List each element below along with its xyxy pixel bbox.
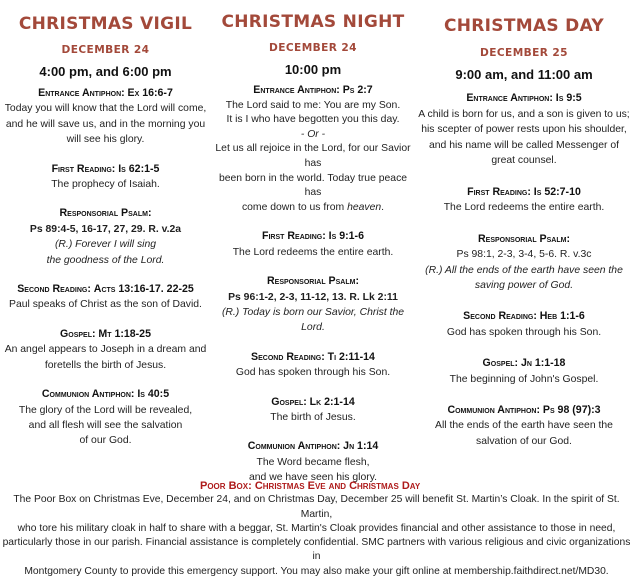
entrance-antiphon: Entrance Antiphon: Is 9:5 A child is born for us, and a son is given to us; his scepter of power rests upon his shoulder, and his name will be called Messenger of great counsel.: [418, 92, 630, 167]
or-separator: - Or -: [300, 128, 326, 140]
mass-times: 9:00 am, and 11:00 am: [455, 67, 593, 82]
entrance-antiphon: Entrance Antiphon: Ex 16:6-7 Today you will know that the Lord will come, and he will save us, and in the morning you will see his glory.: [4, 87, 207, 146]
gospel: Gospel: Mt 1:18-25 An angel appears to Joseph in a dream and foretells the birth of Jesus.: [4, 327, 207, 371]
communion-antiphon: Communion Antiphon: Jn 1:14 The Word became flesh, and we have seen his glory.: [247, 440, 379, 484]
gospel: Gospel: Jn 1:1-18 The beginning of John's Gospel.: [449, 357, 599, 385]
responsorial-psalm: Responsorial Psalm: Ps 96:1-2, 2-3, 11-12, 13. R. Lk 2:11 (R.) Today is born our Savior, Christ the Lord.: [221, 275, 405, 334]
column-date: DECEMBER 24: [61, 44, 150, 56]
first-reading: First Reading: Is 9:1-6 The Lord redeems the entire earth.: [232, 230, 394, 258]
column-christmas-day: [415, 0, 633, 449]
column-title: CHRISTMAS DAY: [443, 16, 605, 36]
communion-antiphon: Communion Antiphon: Ps 98 (97):3 All the ends of the earth have seen the salvation of our God.: [435, 404, 613, 447]
first-reading: First Reading: Is 62:1-5 The prophecy of Isaiah.: [51, 162, 160, 191]
mass-times: 4:00 pm, and 6:00 pm: [39, 64, 172, 79]
responsorial-psalm: Responsorial Psalm: Ps 89:4-5, 16-17, 27, 29. R. v.2a (R.) Forever I will sing the goodness of the Lord.: [29, 207, 182, 266]
column-date: DECEMBER 24: [269, 42, 357, 54]
communion-antiphon: Communion Antiphon: Is 40:5 The glory of the Lord will be revealed, and all flesh will see the salvation of our God.: [18, 388, 193, 447]
column-christmas-night: [211, 0, 415, 486]
responsorial-psalm: Responsorial Psalm: Ps 98:1, 2-3, 3-4, 5-6. R. v.3c (R.) All the ends of the earth have seen the saving power of God.: [425, 232, 623, 291]
second-reading: Second Reading: Acts 13:16-17. 22-25 Paul speaks of Christ as the son of David.: [9, 283, 202, 311]
second-reading: Second Reading: Heb 1:1-6 God has spoken through his Son.: [446, 310, 602, 338]
column-title: CHRISTMAS NIGHT: [221, 12, 405, 32]
first-reading: First Reading: Is 52:7-10 The Lord redeems the entire earth.: [443, 185, 605, 214]
poor-box-title: Poor Box: Christmas Eve and Christmas Day: [200, 480, 421, 492]
column-christmas-vigil: [0, 0, 211, 449]
second-reading: Second Reading: Ti 2:11-14 God has spoken through his Son.: [235, 350, 391, 379]
entrance-antiphon: Entrance Antiphon: Ps 2:7 The Lord said to me: You are my Son. It is I who have begotten you this day. - Or - Let us all rejoice in the Lord, for our Savior has been born in the world. Today true peace has come down to us from heaven.: [211, 83, 415, 215]
gospel: Gospel: Lk 2:1-14 The birth of Jesus.: [270, 395, 356, 423]
poor-box-notice: Poor Box: Christmas Eve and Christmas Day The Poor Box on Christmas Eve, December 24, and on Christmas Day, December 25 will benefit St. Martin’s Cloak. In the spirit of St. Martin, who tore his military cloak in half to share with a beggar, St. Martin's Cloak provides financial and other assistance to those in need, particularly those in our parish. Financial assistance is completely confidential. SMC partners with various religious and civic organizations in Montgomery County to provide this emergency support. You may also make your gift online at membership.faithdirect.net/MD30.: [0, 479, 633, 579]
column-date: DECEMBER 25: [480, 47, 568, 59]
mass-times: 10:00 pm: [284, 62, 342, 77]
column-title: CHRISTMAS VIGIL: [18, 14, 193, 34]
